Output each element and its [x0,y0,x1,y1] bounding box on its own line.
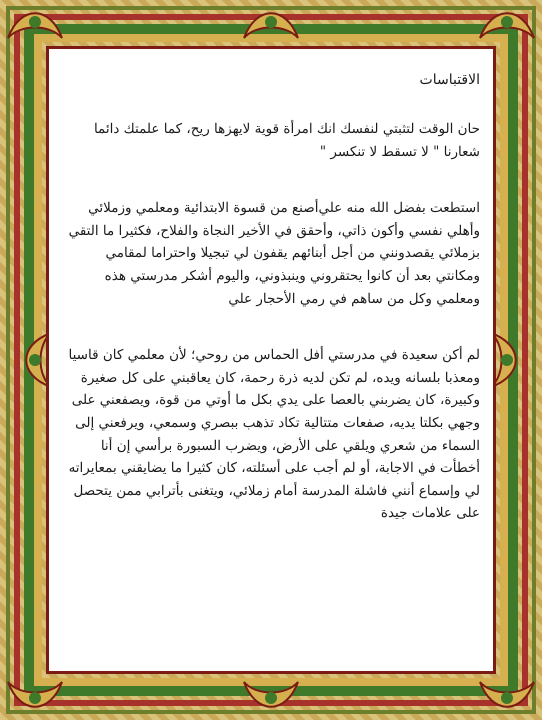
document-content [62,72,480,632]
floral-ornament-icon [0,0,70,44]
document-heading: الاقتباسات [419,72,480,88]
paragraph-2: استطعت بفضل الله منه علي‌أصنع من قسوة الابتدائية ومعلمي وزملائي وأهلي نفسي وأكون ذاتي، وأحقق في الأخير النجاة والفلاح، فكثيرا ما التقي بزملائي يقصدونني من أجل أبنائهم يقفون لي تبجيلا واحتراما لمقامي ومكانتي بعد أن كانوا يحتقروني وينبذوني، واليوم أشكر مدرستي هذه ومعلمي وكل من ساهم في رمي الأحجار علي [68,200,480,307]
paragraph-3: لم أكن سعيدة في مدرستي أفل الحماس من روحي؛ لأن معلمي كان قاسيا ومعذبا بلسانه ويده، لم تكن لديه ذرة رحمة، كان يعاقبني على كل صغيرة وكبيرة، كان يضربني بالعصا على يدي بكل ما أوتي من قوة، ويصفعني على وجهي بكلتا يديه، صفعات متتالية تكاد تذهب ببصري وسمعي، ويرفعني إلى السماء من شعري ويلقي على الأرض، ويضرب السبورة برأسي إن أنا أخطأت في الاجابة، أو لم أجب على أسئلته، كان كثيرا ما يضايقني بمعايراته لي وإسماع أنني فاشلة المدرسة أمام زملائي، ويتغنى بأترابي ممن يتحصل على علامات جيدة [68,347,480,522]
paragraph-1: حان الوقت لتثبتي لنفسك انك امرأة قوية لايهزها ريح، كما علمتك دائما شعارنا " لا تسقط لا تنكسر " [93,121,480,160]
floral-ornament-icon [472,676,542,720]
floral-ornament-icon [472,0,542,44]
floral-ornament-icon [236,676,306,720]
floral-ornament-icon [0,676,70,720]
floral-ornament-icon [236,0,306,44]
